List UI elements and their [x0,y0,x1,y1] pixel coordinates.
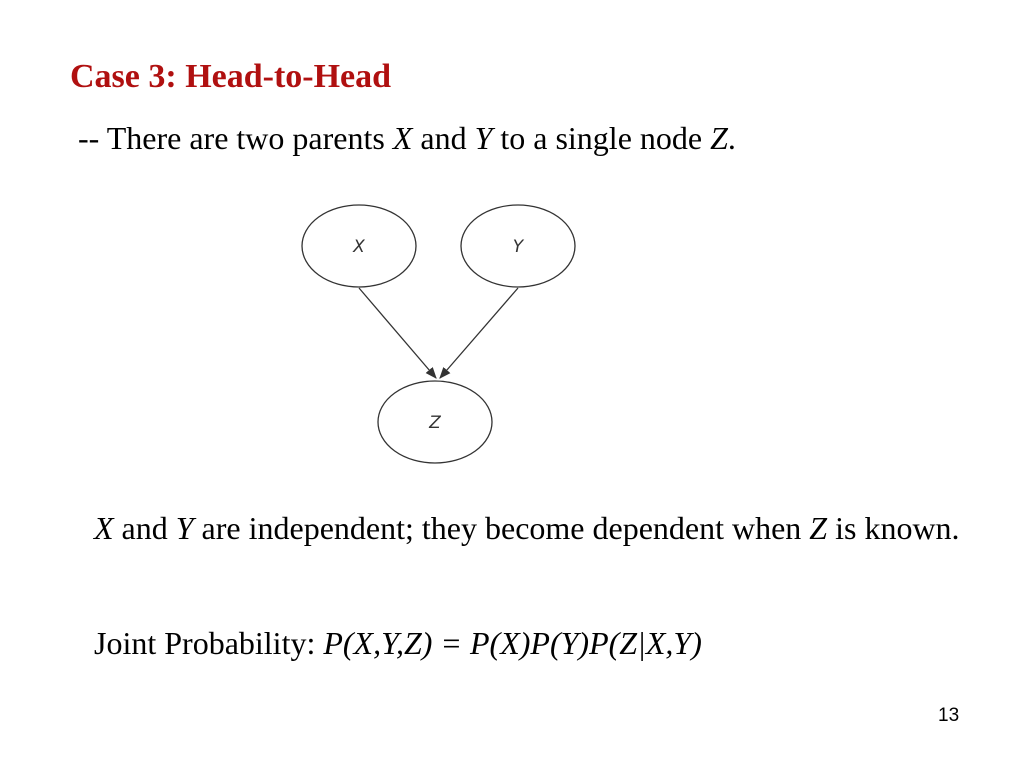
node-z-label: Z [429,413,441,433]
edge-x-to-z [359,288,436,378]
joint-probability [94,625,702,662]
statement-var-x: X [94,510,114,546]
subtitle-var-y: Y [474,120,493,156]
statement-var-z: Z [809,510,828,546]
edge-y-to-z [440,288,518,378]
page-number: 13 [938,705,960,726]
joint-label: Joint Probability: [94,625,324,661]
node-y [461,205,575,287]
node-y-label: Y [512,237,524,257]
node-x-label: X [353,237,365,257]
subtitle-end: . [727,120,736,156]
subtitle-var-x: X [392,120,413,156]
statement-text2: is known. [827,510,960,546]
node-z [378,381,492,463]
statement-var-y: Y [175,510,194,546]
joint-equation: P(X,Y,Z) = P(X)P(Y)P(Z|X,Y) [323,625,702,661]
statement-text1: are independent; they become dependent when [193,510,810,546]
slide-title: Case 3: Head-to-Head [70,58,392,95]
statement-and: and [113,510,176,546]
subtitle-and: and [412,120,475,156]
node-x [302,205,416,287]
subtitle-prefix: -- There are two parents [78,120,393,156]
independence-statement [94,500,974,557]
subtitle-var-z: Z [710,120,728,156]
subtitle-middle: to a single node [492,120,711,156]
